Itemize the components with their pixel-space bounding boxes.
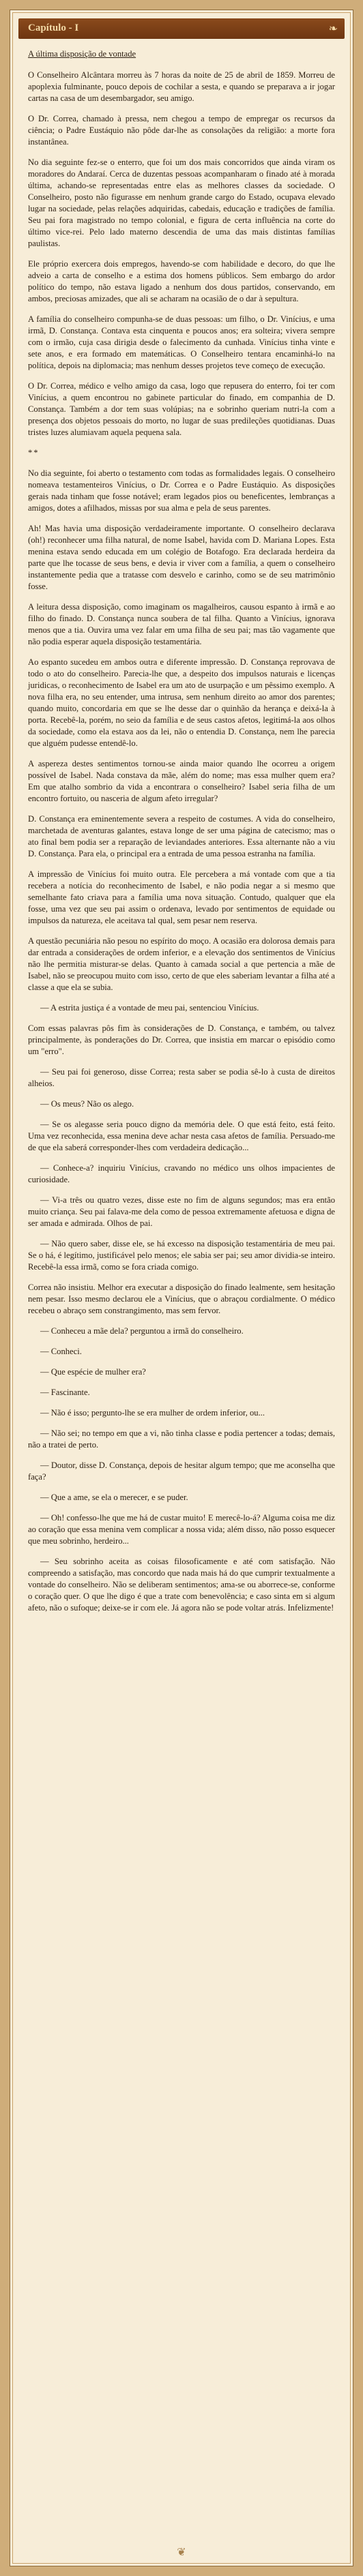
paragraph: — Que a ame, se ela o merecer, e se puder. (40, 1493, 188, 1502)
paragraph: — Os meus? Não os alego. (40, 1099, 134, 1109)
paragraph: — Não sei; no tempo em que a vi, não tinha classe e podia pertencer a todas; demais, não a tratei de perto. (28, 1428, 335, 1450)
paragraph: — Não quero saber, disse ele, se há excesso na disposição testamentária de meu pai. Se o há, é legítimo, justificável pelo menos; ele sabia ser pai; seu amor dividia-se inteiro. Recebê-la essa irmã, como se fora criada comigo. (28, 1239, 335, 1272)
paragraph: Ah! Mas havia uma disposição verdadeiramente importante. O conselheiro declarava (oh!) reconhecer uma filha natural, de nome Isabel, havida com D. Mariana Lopes. Esta menina estava sendo educada em um colégio de Botafogo. Era declarada herdeira da parte que lhe tocasse de seus bens, e devia ir viver com a família, a quem o conselheiro instantemente pedia que a tratasse com desvelo e carinho, como se de seu matrimônio fosse. (28, 524, 335, 591)
paragraph: No dia seguinte, foi aberto o testamento com todas as formalidades legais. O conselheiro nomeava testamenteiros Vinícius, o Dr. Correa e o Padre Eustáquio. As disposições gerais nada tinham que fosse notável; eram legados pios ou beneficentes, lembranças a amigos, dotes a afilhados, missas por sua alma e pela de seus parentes. (28, 468, 335, 513)
paragraph: — A estrita justiça é a vontade de meu pai, sentenciou Vinícius. (40, 1003, 259, 1013)
paragraph: O Dr. Correa, médico e velho amigo da casa, logo que repusera do enterro, foi ter com Vinícius, a quem encontrou no gabinete particular do finado, em companhia de D. Constança. Também a dor tem suas volúpias; na e sobrinho queriam nutri-la com a presença dos objetos pessoais do morto, no lugar de suas predileções quotidianas. Duas tristes luzes alumiavam aquela pequena sala. (28, 381, 335, 437)
paragraph: Ele próprio exercera dois empregos, havendo-se com habilidade e decoro, do que lhe adveio a carta de conselho e a estima dos homens públicos. Sem embargo do ardor político do tempo, não estava ligado a nenhum dos dous partidos, conservando, em ambos, preciosas amizades, que ali se acharam na ocasião de o dar à sepultura. (28, 259, 335, 303)
paragraph: Com essas palavras pôs fim às considerações de D. Constança, e também, ou talvez principalmente, às ponderações do Dr. Correa, que insistia em marcar o episódio como um "erro". (28, 1023, 335, 1056)
paragraph: — Fascinante. (40, 1388, 90, 1397)
paragraph: O Dr. Correa, chamado à pressa, nem chegou a tempo de empregar os recursos da ciência; o Padre Eustáquio não pôde dar-lhe as consolações da religião: a morte fora instantânea. (28, 114, 335, 147)
paragraph: A leitura dessa disposição, como imaginam os magalheiros, causou espanto à irmã e ao filho do finado. D. Constança nunca soubera de tal filha. Quanto a Vinícius, ignorava menos que a tia. Ouvira uma vez falar em uma filha de seu pai; mas tão vagamente que não podia esperar aquela disposição testamentária. (28, 602, 335, 646)
paragraph: A família do conselheiro compunha-se de duas pessoas: um filho, o Dr. Vinícius, e uma irmã, D. Constança. Contava esta cinquenta e poucos anos; era solteira; vivera sempre com o irmão, cuja casa dirigia desde o falecimento da cunhada. Vinícius tinha vinte e sete anos, e era formado em matemáticas. O Conselheiro tentara encaminhá-lo na política, depois na diplomacia; mas nenhum desses projetos teve começo de execução. (28, 314, 335, 370)
ornament-icon: ❦ (177, 2547, 186, 2558)
paragraph-list (28, 70, 335, 1614)
paragraph: No dia seguinte fez-se o enterro, que foi um dos mais concorridos que ainda viram os moradores do Andaraí. Cerca de duzentas pessoas acompanharam o finado até à morada última, achando-se representadas entre elas as melhores classes da sociedade. O Conselheiro, posto não figurasse em nenhum grande cargo do Estado, ocupava elevado lugar na sociedade, pelas relações adquiridas, cabedais, educação e tradições de família. Seu pai fora magistrado no tempo colonial, e figura de certa influência na corte do último vice-rei. Pelo lado materno descendia de uma das mais distintas famílias paulistas. (28, 158, 335, 248)
paragraph: — Conheceu a mãe dela? perguntou a irmã do conselheiro. (40, 1326, 244, 1336)
paragraph: Ao espanto sucedeu em ambos outra e diferente impressão. D. Constança reprovava de todo o ato do conselheiro. Parecia-lhe que, a despeito dos impulsos naturais e licenças juridicas, o reconhecimento de Isabel era um ato de usurpação e um pêssimo exemplo. A nova filha era, no seu entender, uma intrusa, sem nenhum direito ao amor dos parentes; quando muito, concordaria em que se lhe desse dar o quinhão da herança e deixá-la à porta. Recebê-la, porém, no seio da família e de seus castos afetos, legitimá-la aos olhos da sociedade, como ela estava aos da lei, não o entendia D. Constança, nem lhe parecia que alguém pudesse entendê-lo. (28, 657, 335, 748)
page-frame (10, 10, 353, 2566)
paragraph: — Não é isso; pergunto-lhe se era mulher de ordem inferior, ou... (40, 1408, 265, 1418)
paragraph: D. Constança era eminentemente severa a respeito de costumes. A vida do conselheiro, marchetada de aventuras galantes, estava longe de ser uma página de catecismo; mas o ato final bem podia ser a reparação de leviandades anteriores. Essa alternante não a viu D. Constança. Para ela, o principal era a entrada de uma pessoa estranha na família. (28, 814, 335, 858)
section-separator: ** (28, 448, 40, 458)
paragraph: — Se os alegasse seria pouco digno da memória dele. O que está feito, está feito. Uma vez reconhecida, essa menina deve achar nesta casa afetos de família. Persuado-me de que ela saberá corresponder-lhes com verdadeira dedicação... (28, 1120, 335, 1152)
chapter-content (28, 48, 335, 1614)
paragraph: — Doutor, disse D. Constança, depois de hesitar algum tempo; que me aconselha que faça? (28, 1461, 335, 1482)
paragraph: — Que espécie de mulher era? (40, 1367, 146, 1377)
paragraph: — Seu pai foi generoso, disse Correa; resta saber se podia sê-lo à custa de direitos alheios. (28, 1067, 335, 1088)
paragraph: A impressão de Vinícius foi muito outra. Ele percebera a má vontade com que a tia recebera a notícia do reconhecimento de Isabel, e não podia negar a si mesmo que semelhante fato criava para a família uma nova situação. Contudo, qualquer que ela fosse, uma vez que seu pai assim o ordenava, levado por sentimentos de equidade ou impulsos da natureza, ele aceitava tal qual, sem pesar nem reserva. (28, 869, 335, 925)
paragraph: Correa não insistiu. Melhor era executar a disposição do finado lealmente, sem hesitação nem pesar. Isso mesmo declarou ele a Vinícius, que o abraçou cordialmente. O médico recebeu o abraço sem constrangimento, mas sem fervor. (28, 1283, 335, 1315)
paragraph: A aspereza destes sentimentos tornou-se ainda maior quando lhe ocorreu a origem possível de Isabel. Nada constava da mãe, além do nome; mas essa mulher quem era? Em que atalho sombrio da vida a encontrara o conselheiro? Isabel seria filha de um encontro fortuito, ou nasceria de algum afeto irregular? (28, 759, 335, 803)
paragraph: — Vi-a três ou quatro vezes, disse este no fim de alguns segundos; mas era então muito criança. Seu pai falava-me dela como de pessoa extremamente afetuosa e digna de ser amada e admirada. Olhos de pai. (28, 1195, 335, 1228)
paragraph: — Conheci. (40, 1347, 82, 1356)
paragraph: — Conhece-a? inquiriu Vinícius, cravando no médico uns olhos impacientes de curiosidade. (28, 1163, 335, 1184)
paragraph: O Conselheiro Alcântara morreu às 7 horas da noite de 25 de abril de 1859. Morreu de apoplexia fulminante, pouco depois de cochilar a sesta, e quando se preparava a ir jogar cartas na casa de um desembargador, seu amigo. (28, 70, 335, 103)
chapter-title: Capítulo - I (28, 23, 79, 33)
chapter-header (18, 18, 345, 39)
ornament-icon: ❧ (328, 23, 338, 35)
paragraph: — Oh! confesso-lhe que me há de custar muito! E merecê-lo-á? Alguma coisa me diz ao coração que essa menina vem complicar a nossa vida; além disso, não posso esquecer que meu sobrinho, herdeiro... (28, 1513, 335, 1546)
section-title: A última disposição de vontade (28, 49, 136, 59)
paragraph: A questão pecuniária não pesou no espírito do moço. A ocasião era dolorosa demais para dar entrada a considerações de ordem inferior, e a elevação dos sentimentos de Vinícius não lhe permitia misturar-se delas. Quanto à camada social a que pertencia a mãe de Isabel, não se preocupou muito com isso, certo de que eles saberiam levantar a filha até a classe a que ela se subia. (28, 936, 335, 992)
paragraph: — Seu sobrinho aceita as coisas filosoficamente e até com satisfação. Não compreendo a satisfação, mas concordo que nada mais há do que cumprir textualmente a vontade do conselheiro. Não se deliberam sentimentos; ama-se ou aborrece-se, conforme o coração quer. O que lhe digo é que a trate com benevolência; e caso sinta em si algum afeto, não o sufoque; deixe-se ir com ele. Já agora não se pode voltar atrás. Infelizmente! (28, 1557, 335, 1613)
